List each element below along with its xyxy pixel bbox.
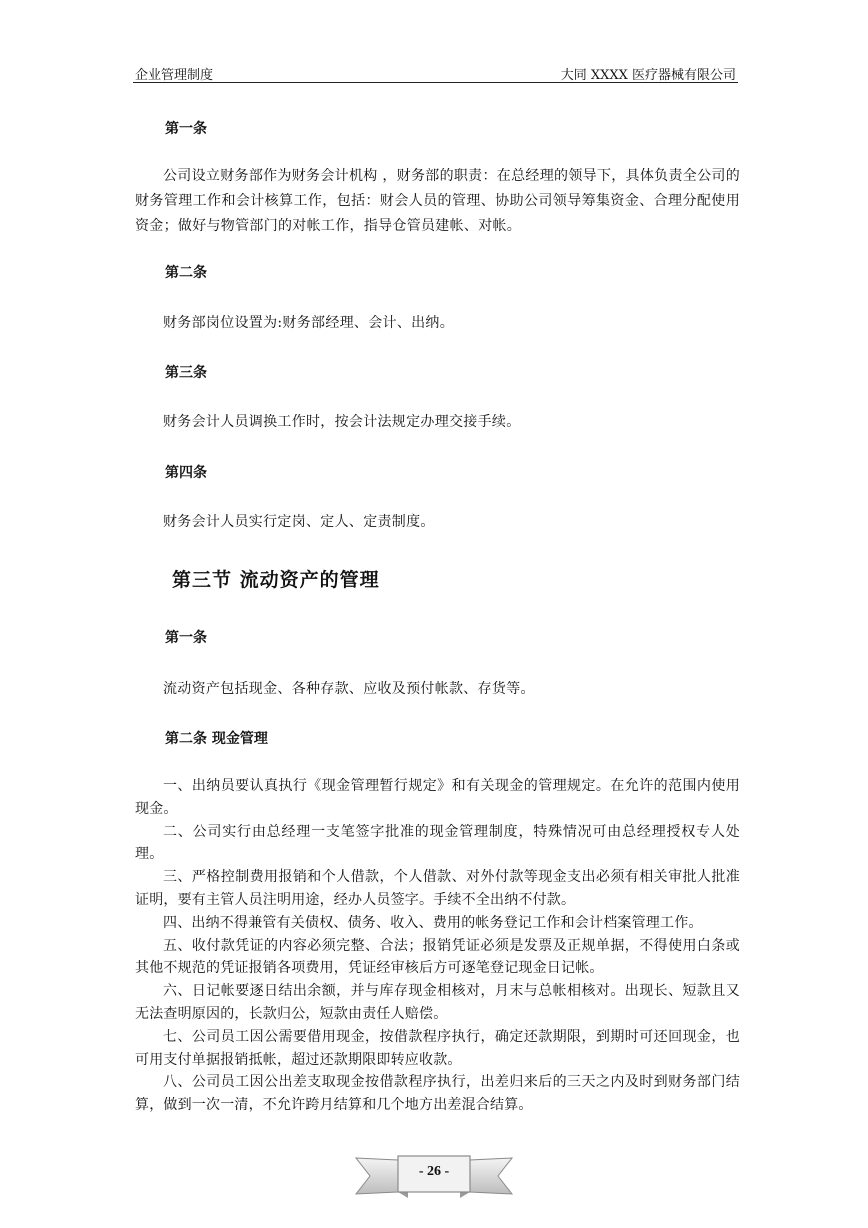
cash-management-title: 第二条 现金管理 bbox=[165, 731, 268, 747]
cash-rule-3: 三、严格控制费用报销和个人借款，个人借款、对外付款等现金支出必须有相关审批人批准证明，要有主管人员注明用途，经办人员签字。手续不全出纳不付款。 bbox=[135, 869, 740, 908]
header-company-name: 大同 XXXX 医疗器械有限公司 bbox=[560, 68, 736, 83]
cash-rule-4: 四、出纳不得兼管有关债权、债务、收入、费用的帐务登记工作和会计档案管理工作。 bbox=[163, 914, 703, 931]
page-number: - 26 - bbox=[418, 1164, 450, 1179]
article-3-title: 第三条 bbox=[165, 365, 207, 381]
page-header bbox=[133, 62, 738, 83]
header-left-title: 企业管理制度 bbox=[135, 68, 214, 83]
article-2-text: 财务部岗位设置为:财务部经理、会计、出纳。 bbox=[163, 315, 455, 331]
article-4-title: 第四条 bbox=[165, 465, 207, 481]
article-1-title: 第一条 bbox=[165, 121, 207, 137]
article-4-text: 财务会计人员实行定岗、定人、定责制度。 bbox=[163, 514, 435, 530]
article-1-text: 公司设立财务部作为财务会计机构 ，财务部的职责：在总经理的领导下，具体负责全公司的财务管理工作和会计核算工作，包括：财会人员的管理、协助公司领导筹集资金、合理分配使用资金；做好与物管部门的对帐工作，指导仓管员建帐、对帐。 bbox=[135, 168, 740, 234]
article-3-text: 财务会计人员调换工作时，按会计法规定办理交接手续。 bbox=[163, 414, 521, 430]
cash-rule-5: 五、收付款凭证的内容必须完整、合法；报销凭证必须是发票及正规单据，不得使用白条或其他不规范的凭证报销各项费用，凭证经审核后方可逐笔登记现金日记帐。 bbox=[135, 937, 740, 977]
cash-rule-7: 七、公司员工因公需要借用现金，按借款程序执行，确定还款期限，到期时可还回现金，也可用支付单据报销抵帐，超过还款期限即转应收款。 bbox=[135, 1028, 740, 1068]
cash-rule-8: 八、公司员工因公出差支取现金按借款程序执行，出差归来后的三天之内及时到财务部门结算，做到一次一清，不允许跨月结算和几个地方出差混合结算。 bbox=[135, 1074, 740, 1114]
section-article-1-text: 流动资产包括现金、各种存款、应收及预付帐款、存货等。 bbox=[163, 681, 535, 697]
section-title: 第三节 流动资产的管理 bbox=[172, 569, 380, 591]
page-number-ribbon bbox=[354, 1150, 514, 1206]
cash-rule-2: 二、公司实行由总经理一支笔签字批准的现金管理制度，特殊情况可由总经理授权专人处理。 bbox=[135, 823, 740, 863]
cash-rule-6: 六、日记帐要逐日结出余额，并与库存现金相核对，月末与总帐相核对。出现长、短款且又无法查明原因的，长款归公，短款由责任人赔偿。 bbox=[135, 983, 740, 1022]
cash-rule-1: 一、出纳员要认真执行《现金管理暂行规定》和有关现金的管理规定。在允许的范围内使用现金。 bbox=[135, 778, 740, 817]
section-article-1-title: 第一条 bbox=[165, 630, 207, 646]
article-2-title: 第二条 bbox=[165, 265, 207, 281]
cash-rules-list bbox=[135, 775, 740, 1117]
